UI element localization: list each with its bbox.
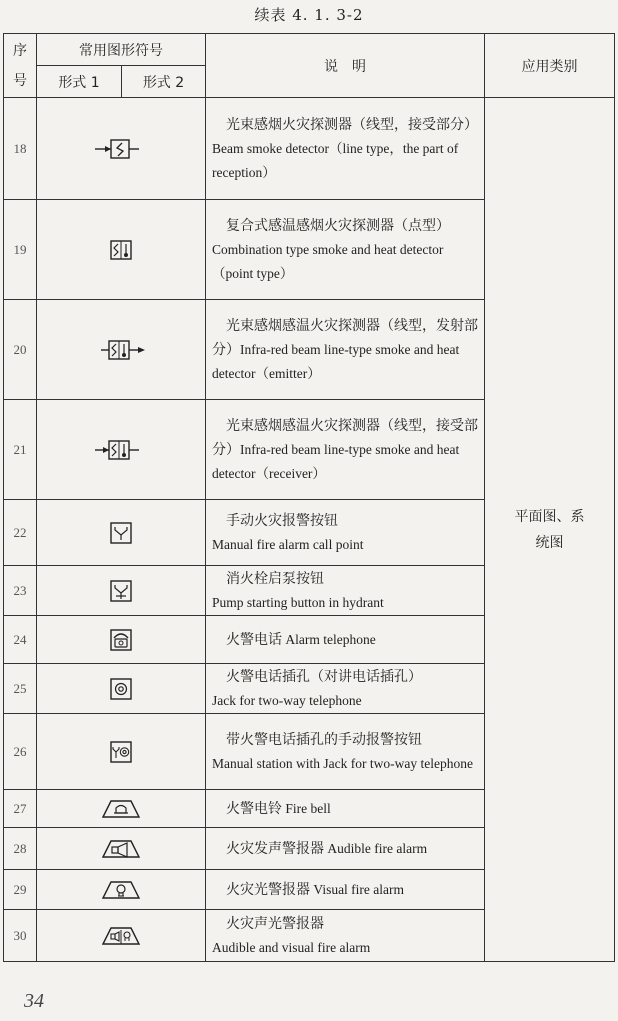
header-description: 说 明 <box>206 34 485 98</box>
description-en: Audible and visual fire alarm <box>212 939 371 955</box>
row-number: 20 <box>4 300 37 400</box>
combination-smoke-heat-detector-icon <box>106 237 136 263</box>
page-number: 34 <box>24 990 44 1012</box>
symbol-cell <box>37 200 206 300</box>
pump-button-icon <box>108 578 134 604</box>
description-en: Jack for two-way telephone <box>212 692 362 708</box>
alarm-telephone-icon <box>108 627 134 653</box>
description-zh: 火灾光警报器 <box>226 881 310 898</box>
description-en: Fire bell <box>285 800 331 816</box>
description-zh: 手动火灾报警按钮 <box>226 512 338 529</box>
manual-station-jack-icon <box>108 739 134 765</box>
symbol-cell <box>37 566 206 616</box>
symbol-cell <box>37 910 206 962</box>
fire-bell-icon <box>99 797 143 821</box>
description-zh: 带火警电话插孔的手动报警按钮 <box>226 731 422 748</box>
visual-alarm-icon <box>99 878 143 902</box>
symbol-table <box>3 33 615 962</box>
header-seq: 序号 <box>4 34 37 98</box>
description-cell <box>206 616 485 664</box>
description-cell <box>206 714 485 790</box>
row-number: 27 <box>4 790 37 828</box>
symbol-cell <box>37 400 206 500</box>
header-symbols: 常用图形符号 <box>37 34 206 66</box>
description-en: Pump starting button in hydrant <box>212 594 384 610</box>
description-zh: 火警电话插孔（对讲电话插孔） <box>226 668 422 685</box>
description-zh: 火灾发声警报器 <box>226 840 324 857</box>
row-number: 19 <box>4 200 37 300</box>
description-en: Combination type smoke and heat detector（point type） <box>212 241 444 281</box>
description-cell <box>206 98 485 200</box>
table-row <box>4 98 615 200</box>
row-number: 29 <box>4 870 37 910</box>
description-zh: 火警电话 <box>226 631 282 648</box>
description-zh: 复合式感温感烟火灾探测器（点型） <box>226 217 450 234</box>
description-en: Manual fire alarm call point <box>212 536 364 552</box>
symbol-cell <box>37 98 206 200</box>
symbol-cell <box>37 714 206 790</box>
description-zh: 火灾声光警报器 <box>226 915 324 932</box>
description-cell <box>206 200 485 300</box>
description-zh: 消火栓启泵按钮 <box>226 570 324 587</box>
symbol-cell <box>37 870 206 910</box>
infrared-beam-emitter-icon <box>91 337 151 363</box>
manual-call-point-icon <box>108 520 134 546</box>
row-number: 22 <box>4 500 37 566</box>
description-zh: 光束感烟感温火灾探测器（线型，接受部分） <box>212 417 478 458</box>
description-zh: 光束感烟火灾探测器（线型，接受部分） <box>226 116 478 133</box>
header-form2: 形式 2 <box>122 66 206 98</box>
description-en: Infra-red beam line-type smoke and heat detector（emitter） <box>212 341 460 381</box>
beam-smoke-receiver-icon <box>91 136 151 162</box>
audible-visual-alarm-icon <box>99 924 143 948</box>
row-number: 21 <box>4 400 37 500</box>
symbol-cell <box>37 616 206 664</box>
symbol-cell <box>37 790 206 828</box>
description-en: Audible fire alarm <box>327 840 428 856</box>
row-number: 23 <box>4 566 37 616</box>
row-number: 26 <box>4 714 37 790</box>
row-number: 28 <box>4 828 37 870</box>
description-cell <box>206 870 485 910</box>
description-cell <box>206 790 485 828</box>
description-cell <box>206 910 485 962</box>
header-category: 应用类别 <box>485 34 615 98</box>
symbol-cell <box>37 500 206 566</box>
row-number: 25 <box>4 664 37 714</box>
description-cell <box>206 664 485 714</box>
audible-alarm-icon <box>99 837 143 861</box>
table-caption: 续表 4. 1. 3-2 <box>254 6 364 24</box>
description-en: Manual station with Jack for two-way telephone <box>212 755 473 771</box>
description-en: Visual fire alarm <box>313 881 405 897</box>
category-value: 平面图、系统图 <box>514 508 585 551</box>
row-number: 30 <box>4 910 37 962</box>
symbol-cell <box>37 300 206 400</box>
telephone-jack-icon <box>108 676 134 702</box>
header-form1: 形式 1 <box>37 66 122 98</box>
description-cell <box>206 400 485 500</box>
description-zh: 光束感烟感温火灾探测器（线型，发射部分） <box>212 317 478 358</box>
description-en: Alarm telephone <box>285 631 376 647</box>
row-number: 18 <box>4 98 37 200</box>
infrared-beam-receiver-icon <box>91 437 151 463</box>
description-cell <box>206 566 485 616</box>
category-cell <box>485 98 615 962</box>
description-cell <box>206 300 485 400</box>
row-number: 24 <box>4 616 37 664</box>
description-en: Beam smoke detector（line type，the part of reception） <box>212 140 459 180</box>
symbol-cell <box>37 828 206 870</box>
description-cell <box>206 828 485 870</box>
description-cell <box>206 500 485 566</box>
description-zh: 火警电铃 <box>226 800 282 817</box>
symbol-cell <box>37 664 206 714</box>
description-en: Infra-red beam line-type smoke and heat detector（receiver） <box>212 441 460 481</box>
